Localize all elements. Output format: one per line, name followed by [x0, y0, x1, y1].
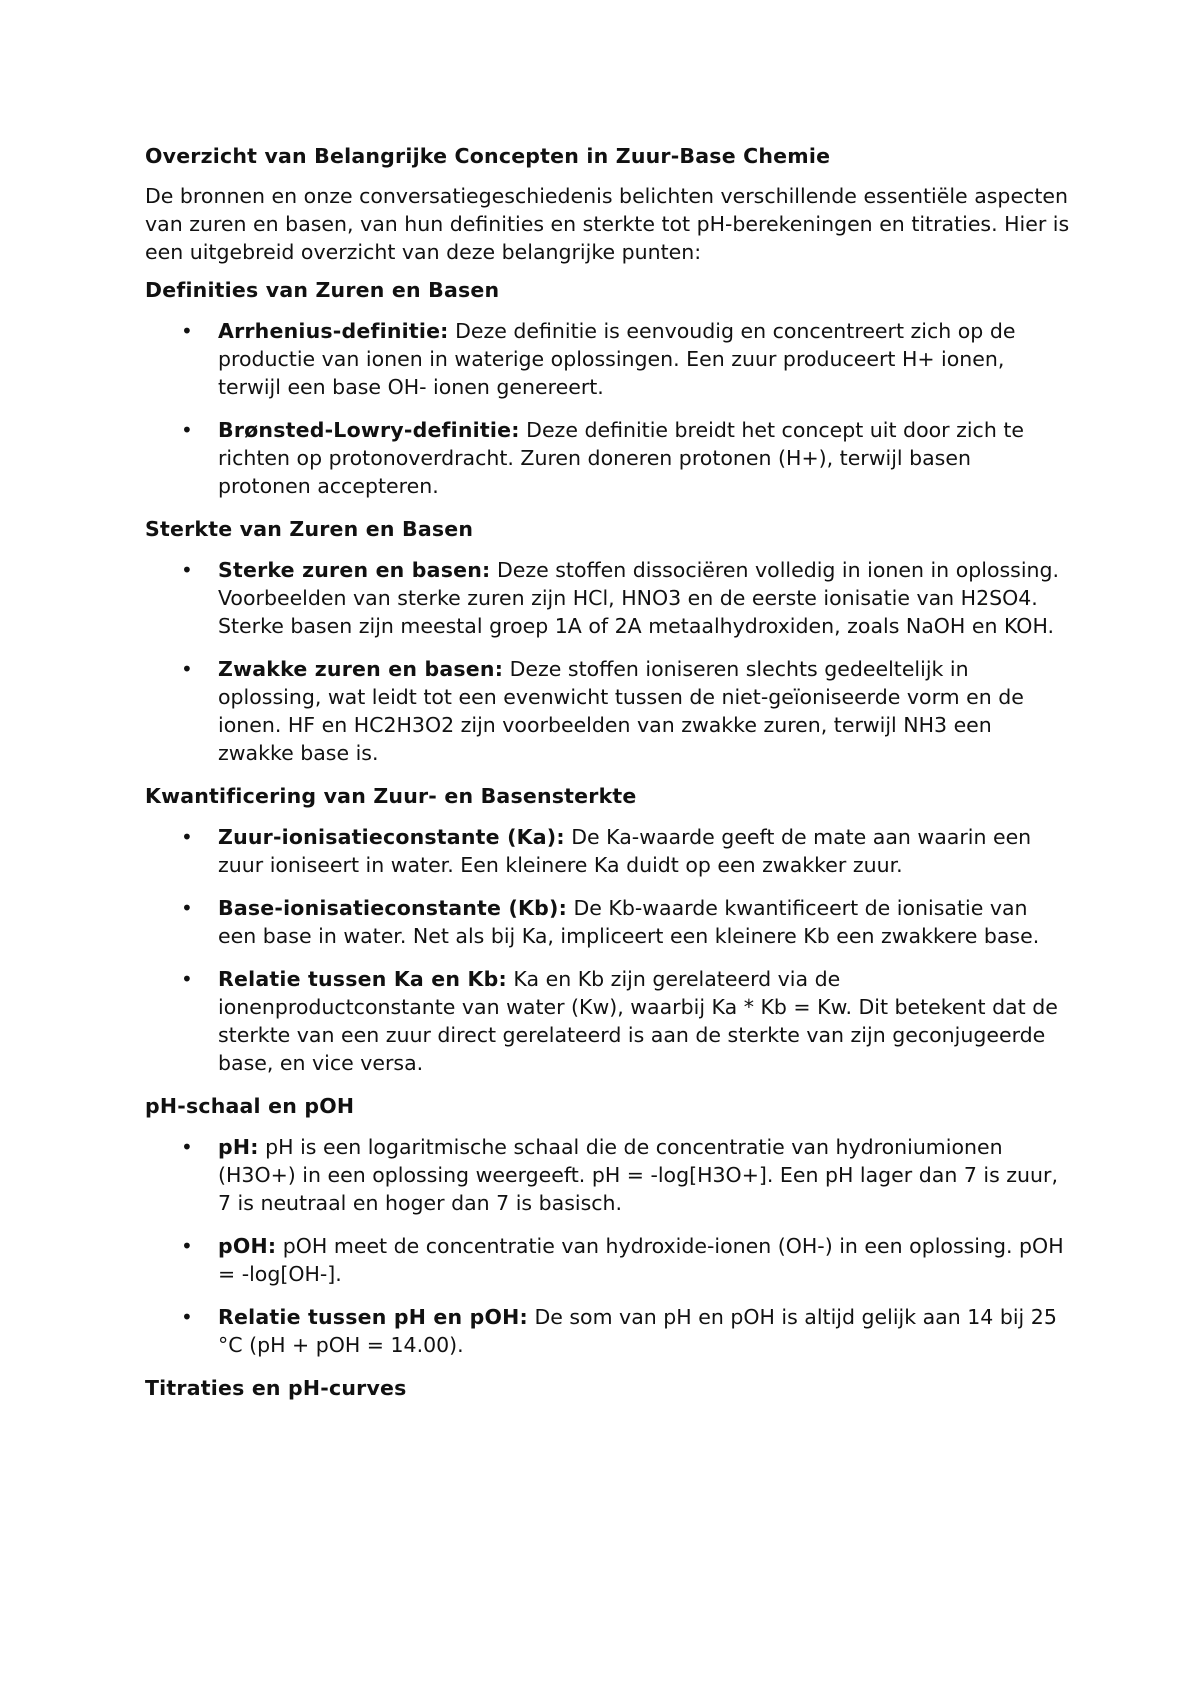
item-term: Relatie tussen Ka en Kb: [218, 967, 507, 991]
item-text: De Ka-waarde geeft de mate aan waarin een zuur ioniseert in water. Een kleinere Ka duidt op een zwakker zuur. [218, 825, 1032, 877]
list-item [145, 655, 1070, 767]
item-text: pOH meet de concentratie van hydroxide-ionen (OH-) in een oplossing. pOH = -log[OH-]. [218, 1234, 1064, 1286]
bullet-icon: • [181, 418, 193, 442]
item-text: De som van pH en pOH is altijd gelijk aan 14 bij 25 °C (pH + pOH = 14.00). [218, 1305, 1057, 1357]
bullet-icon: • [181, 558, 193, 582]
item-text: Deze definitie breidt het concept uit door zich te richten op protonoverdracht. Zuren doneren protonen (H+), terwijl basen protonen accepteren. [218, 418, 1024, 498]
bullet-icon: • [181, 319, 193, 343]
list-item [145, 416, 1070, 500]
item-term: pOH: [218, 1234, 277, 1258]
item-text: Deze stoffen dissociëren volledig in ionen in oplossing. Voorbeelden van sterke zuren zijn HCl, HNO3 en de eerste ionisatie van H2SO4. Sterke basen zijn meestal groep 1A of 2A metaalhydroxiden, zoals NaOH en KOH. [218, 558, 1060, 638]
item-term: Zuur-ionisatieconstante (Ka): [218, 825, 565, 849]
bullet-icon: • [181, 1135, 193, 1159]
sterkte-list [145, 556, 1070, 767]
bullet-icon: • [181, 967, 193, 991]
bullet-icon: • [181, 657, 193, 681]
item-term: Zwakke zuren en basen: [218, 657, 504, 681]
item-term: Brønsted-Lowry-definitie: [218, 418, 520, 442]
list-item [145, 1133, 1070, 1217]
ph-schaal-list [145, 1133, 1070, 1359]
bullet-icon: • [181, 825, 193, 849]
item-text: Deze definitie is eenvoudig en concentreert zich op de productie van ionen in waterige oplossingen. Een zuur produceert H+ ionen, terwijl een base OH- ionen genereert. [218, 319, 1016, 399]
section-heading-titraties: Titraties en pH-curves [145, 1376, 407, 1400]
list-item [145, 317, 1070, 401]
section-heading-kwantificering: Kwantificering van Zuur- en Basensterkte [145, 784, 637, 808]
item-term: Relatie tussen pH en pOH: [218, 1305, 528, 1329]
item-term: pH: [218, 1135, 259, 1159]
intro-paragraph: De bronnen en onze conversatiegeschiedenis belichten verschillende essentiële aspecten van zuren en basen, van hun definities en sterkte tot pH-berekeningen en titraties. Hier is een uitgebreid overzicht van deze belangrijke punten: [145, 184, 1070, 264]
section-heading-definities: Definities van Zuren en Basen [145, 278, 500, 302]
bullet-icon: • [181, 1234, 193, 1258]
list-item [145, 965, 1070, 1077]
list-item [145, 556, 1070, 640]
list-item [145, 1303, 1070, 1359]
document-title: Overzicht van Belangrijke Concepten in Zuur-Base Chemie [145, 144, 831, 168]
document-page [145, 142, 1070, 1415]
section-heading-sterkte: Sterkte van Zuren en Basen [145, 517, 474, 541]
item-text: Ka en Kb zijn gerelateerd via de ionenproductconstante van water (Kw), waarbij Ka * Kb = Kw. Dit betekent dat de sterkte van een zuur direct gerelateerd is aan de sterkte van zijn geconjugeerde base, en vice versa. [218, 967, 1058, 1075]
section-heading-ph-schaal: pH-schaal en pOH [145, 1094, 355, 1118]
list-item [145, 894, 1070, 950]
list-item [145, 1232, 1070, 1288]
item-text: De Kb-waarde kwantificeert de ionisatie van een base in water. Net als bij Ka, impliceert een kleinere Kb een zwakkere base. [218, 896, 1040, 948]
bullet-icon: • [181, 896, 193, 920]
kwantificering-list [145, 823, 1070, 1077]
item-text: Deze stoffen ioniseren slechts gedeeltelijk in oplossing, wat leidt tot een evenwicht tussen de niet-geïoniseerde vorm en de ionen. HF en HC2H3O2 zijn voorbeelden van zwakke zuren, terwijl NH3 een zwakke base is. [218, 657, 1024, 765]
item-term: Base-ionisatieconstante (Kb): [218, 896, 567, 920]
bullet-icon: • [181, 1305, 193, 1329]
definities-list [145, 317, 1070, 500]
item-term: Sterke zuren en basen: [218, 558, 491, 582]
item-text: pH is een logaritmische schaal die de concentratie van hydroniumionen (H3O+) in een oplossing weergeeft. pH = -log[H3O+]. Een pH lager dan 7 is zuur, 7 is neutraal en hoger dan 7 is basisch. [218, 1135, 1058, 1215]
item-term: Arrhenius-definitie: [218, 319, 449, 343]
list-item [145, 823, 1070, 879]
